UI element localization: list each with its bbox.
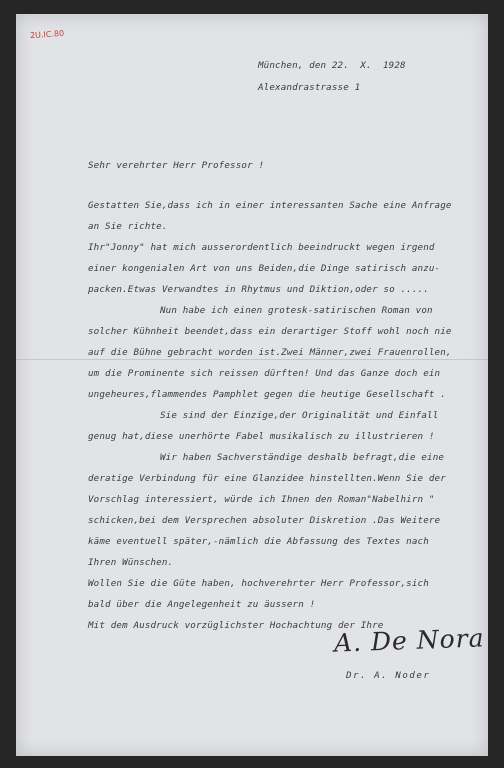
body-line: packen.Etwas Verwandtes in Rhytmus und Diktion,oder so ..... xyxy=(88,284,429,295)
body-line: genug hat,diese unerhörte Fabel musikalisch zu illustrieren ! xyxy=(88,431,435,442)
typed-name: Dr. A. Noder xyxy=(346,670,431,681)
closing-line: Mit dem Ausdruck vorzüglichster Hochachtung der Ihre xyxy=(88,620,384,631)
body-line: deratige Verbindung für eine Glanzidee hinstellten.Wenn Sie der xyxy=(88,473,446,484)
body-line: Wollen Sie die Güte haben, hochverehrter Herr Professor,sich xyxy=(88,578,429,589)
body-line: Nun habe ich einen grotesk-satirischen Roman von xyxy=(160,305,433,316)
body-line: Ihr"Jonny" hat mich ausserordentlich beeindruckt wegen irgend xyxy=(88,242,435,253)
body-line: an Sie richte. xyxy=(88,221,168,232)
body-line: Sie sind der Einzige,der Originalität und Einfall xyxy=(160,410,439,421)
letter-page xyxy=(16,14,488,756)
salutation: Sehr verehrter Herr Professor ! xyxy=(88,160,265,171)
handwritten-signature: A. De Nora xyxy=(333,623,485,658)
body-line: einer kongenialen Art von uns Beiden,die Dinge satirisch anzu- xyxy=(88,263,441,274)
body-line: um die Prominente sich reissen dürften! Und das Ganze doch ein xyxy=(88,368,441,379)
archive-mark: 2U.IC.80 xyxy=(29,28,65,41)
body-line: auf die Bühne gebracht worden ist.Zwei Männer,zwei Frauenrollen, xyxy=(88,347,452,358)
address-line: Alexandrastrasse 1 xyxy=(258,82,361,93)
body-line: Vorschlag interessiert, würde ich Ihnen den Roman"Nabelhirn " xyxy=(88,494,435,505)
date-line: München, den 22. X. 1928 xyxy=(258,60,406,71)
body-line: Wir haben Sachverständige deshalb befragt,die eine xyxy=(160,452,445,463)
body-line: käme eventuell später,-nämlich die Abfassung des Textes nach xyxy=(88,536,429,547)
body-line: ungeheures,flammendes Pamphlet gegen die heutige Gesellschaft . xyxy=(88,389,446,400)
body-line: Gestatten Sie,dass ich in einer interessanten Sache eine Anfrage xyxy=(88,200,452,211)
body-line: solcher Kühnheit beendet,dass ein derartiger Stoff wohl noch nie xyxy=(88,326,452,337)
body-line: bald über die Angelegenheit zu äussern ! xyxy=(88,599,316,610)
body-line: Ihren Wünschen. xyxy=(88,557,174,568)
body-line: schicken,bei dem Versprechen absoluter Diskretion .Das Weitere xyxy=(88,515,441,526)
